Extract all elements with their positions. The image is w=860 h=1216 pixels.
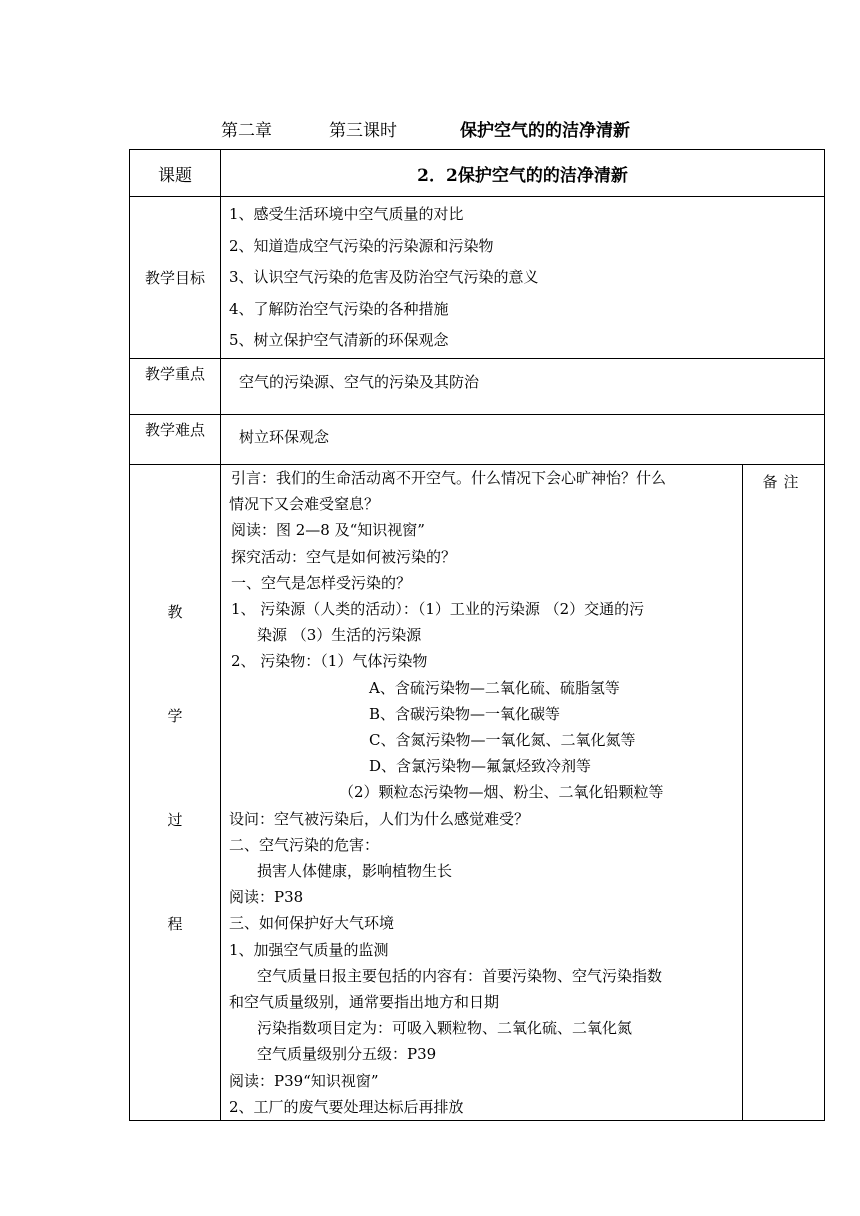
process-line: 2、工厂的废气要处理达标后再排放 — [229, 1097, 464, 1116]
key-points-row — [130, 359, 825, 415]
process-line: 二、空气污染的危害： — [229, 835, 380, 854]
difficulty-value: 树立环保观念 — [221, 415, 825, 465]
objective-item: 1、感受生活环境中空气质量的对比 — [229, 205, 464, 223]
process-line: 阅读：图 2—8 及“知识视窗” — [231, 521, 425, 540]
process-row — [130, 465, 825, 1121]
process-line: （2）颗粒态污染物—烟、粉尘、二氧化铅颗粒等 — [339, 783, 664, 802]
process-line: A、含硫污染物—二氧化硫、硫脂氢等 — [369, 678, 620, 697]
objective-item: 3、认识空气污染的危害及防治空气污染的意义 — [229, 268, 539, 286]
topic-label: 保护空气的的洁净清新 — [460, 121, 630, 141]
difficulty-row — [130, 415, 825, 465]
lesson-plan-table — [129, 149, 825, 1121]
process-line: C、含氮污染物—一氧化氮、二氧化氮等 — [369, 731, 636, 750]
process-line: 情况下又会难受窒息？ — [229, 495, 380, 514]
process-line: 污染指数项目定为：可吸入颗粒物、二氧化硫、二氧化氮 — [257, 1019, 633, 1038]
process-line: 一、空气是怎样受污染的？ — [231, 573, 412, 592]
process-line: 1、加强空气质量的监测 — [229, 940, 389, 959]
process-char: 过 — [167, 811, 183, 829]
notes-label: 备注 — [743, 465, 825, 1121]
objective-item: 5、树立保护空气清新的环保观念 — [229, 331, 449, 349]
course-value: 2．2保护空气的的洁净清新 — [221, 150, 825, 197]
objectives-row — [130, 197, 825, 359]
process-line: 三、如何保护好大气环境 — [229, 914, 395, 933]
objectives-label: 教学目标 — [130, 197, 221, 359]
course-row — [130, 150, 825, 197]
process-line: 染源 （3）生活的污染源 — [257, 626, 422, 645]
process-char: 教 — [167, 603, 183, 621]
process-char: 程 — [167, 915, 183, 933]
process-line: 引言：我们的生命活动离不开空气。什么情况下会心旷神怡？什么 — [231, 469, 667, 487]
process-line: 空气质量日报主要包括的内容有：首要污染物、空气污染指数 — [257, 966, 663, 985]
process-line: 阅读：P39“知识视窗” — [229, 1071, 379, 1090]
key-points-value: 空气的污染源、空气的污染及其防治 — [221, 359, 825, 415]
chapter-label: 第二章 — [221, 121, 272, 141]
objective-item: 2、知道造成空气污染的污染源和污染物 — [229, 236, 494, 255]
key-points-label: 教学重点 — [130, 359, 221, 415]
process-line: 1、 污染源（人类的活动）：（1）工业的污染源 （2）交通的污 — [231, 600, 645, 619]
process-line: D、含氯污染物—氟氯烃致冷剂等 — [369, 757, 592, 776]
process-line: 损害人体健康，影响植物生长 — [257, 862, 453, 881]
process-char: 学 — [167, 707, 183, 725]
process-label — [130, 465, 221, 1121]
objectives-list — [221, 197, 825, 359]
process-line: 探究活动：空气是如何被污染的？ — [231, 547, 457, 566]
process-line: 2、 污染物：（1）气体污染物 — [231, 652, 428, 671]
lesson-label: 第三课时 — [329, 121, 397, 141]
course-label: 课题 — [130, 150, 221, 197]
process-line: 和空气质量级别，通常要指出地方和日期 — [229, 993, 500, 1012]
process-content — [221, 465, 743, 1121]
process-line: 阅读：P38 — [229, 888, 304, 907]
objective-item: 4、了解防治空气污染的各种措施 — [229, 299, 449, 318]
process-line: B、含碳污染物—一氧化碳等 — [369, 704, 561, 723]
difficulty-label: 教学难点 — [130, 415, 221, 465]
process-line: 设问：空气被污染后，人们为什么感觉难受？ — [229, 809, 530, 828]
process-line: 空气质量级别分五级：P39 — [257, 1045, 437, 1064]
